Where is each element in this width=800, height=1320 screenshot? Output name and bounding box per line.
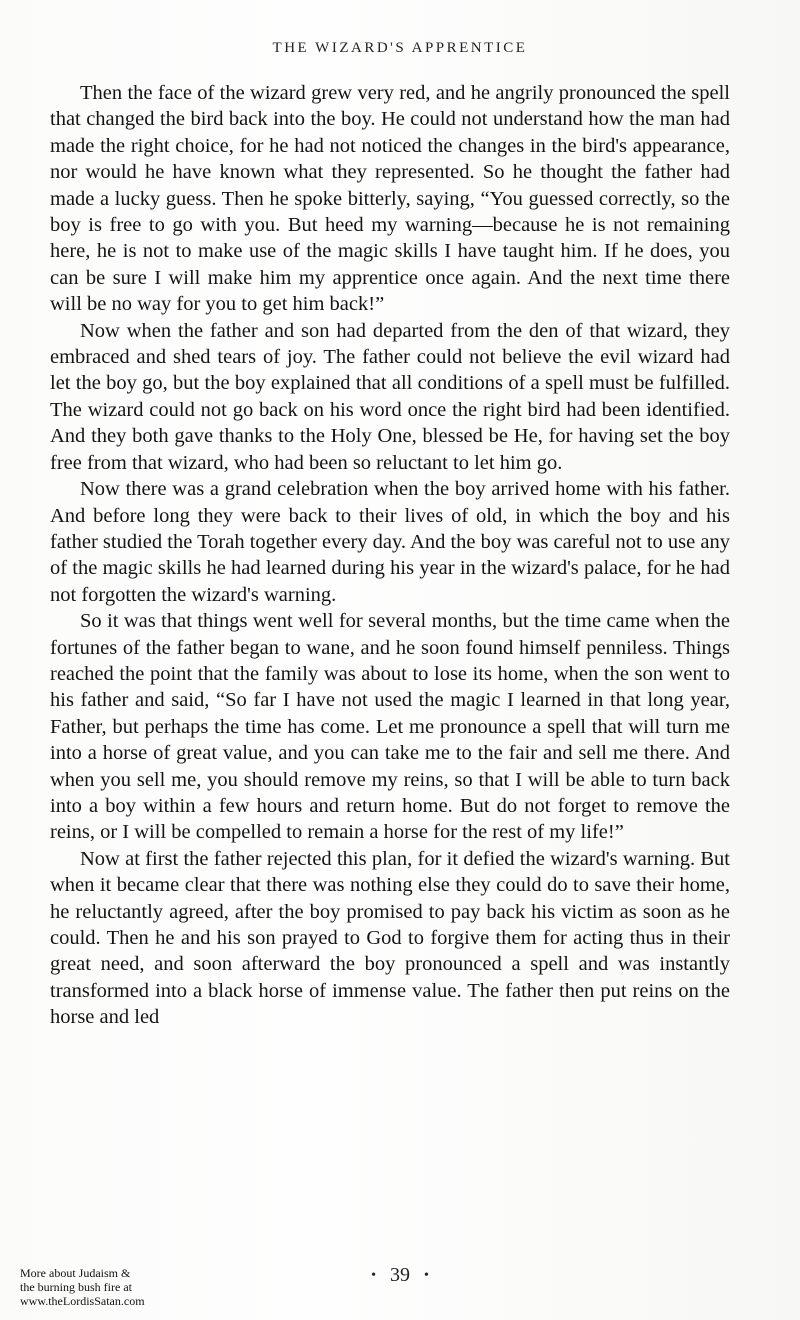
footer-note-line-2: the burning bush fire at	[20, 1280, 132, 1294]
bullet-left-icon: •	[371, 1268, 376, 1284]
footer-note-line-3: www.theLordisSatan.com	[20, 1294, 145, 1308]
footer-note	[20, 1266, 220, 1308]
paragraph-5: Now at first the father rejected this plan, for it defied the wizard's warning. But when it became clear that there was nothing else they could do to save their home, he reluctantly agreed, after the boy promised to pay back his victim as soon as he could. Then he and his son prayed to God to forgive them for acting thus in their great need, and soon afterward the boy pronounced a spell and was instantly transformed into a black horse of immense value. The father then put reins on the horse and led	[50, 847, 730, 1029]
footer-note-line-1: More about Judaism &	[20, 1266, 131, 1280]
page-number-value: 39	[390, 1264, 410, 1286]
body-text	[50, 80, 730, 1031]
paragraph-2: Now when the father and son had departed from the den of that wizard, they embraced and shed tears of joy. The father could not believe the evil wizard had let the boy go, but the boy explained that all conditions of a spell must be fulfilled. The wizard could not go back on his word once the right bird had been identified. And they both gave thanks to the Holy One, blessed be He, for having set the boy free from that wizard, who had been so reluctant to let him go.	[50, 319, 730, 474]
paragraph-4: So it was that things went well for several months, but the time came when the fortunes of the father began to wane, and he soon found himself penniless. Things reached the point that the family was about to lose its home, when the son went to his father and said, “So far I have not used the magic I learned in that long year, Father, but perhaps the time has come. Let me pronounce a spell that will turn me into a horse of great value, and you can take me to the fair and sell me there. And when you sell me, you should remove my reins, so that I will be able to turn back into a boy within a few hours and return home. But do not forget to remove the reins, or I will be compelled to remain a horse for the rest of my life!”	[50, 610, 730, 844]
bullet-right-icon: •	[424, 1268, 429, 1284]
paragraph-3: Now there was a grand celebration when the boy arrived home with his father. And before long they were back to their lives of old, in which the boy and his father studied the Torah together every day. And the boy was careful not to use any of the magic skills he had learned during his year in the wizard's palace, for he had not forgotten the wizard's warning.	[50, 478, 730, 606]
paragraph-1: Then the face of the wizard grew very red, and he angrily pronounced the spell that changed the bird back into the boy. He could not understand how the man had made the right choice, for he had not noticed the changes in the bird's appearance, nor would he have known what they represented. So he thought the father had made a lucky guess. Then he spoke bitterly, saying, “You guessed correctly, so the boy is free to go with you. But heed my warning—because he is not remaining here, he is not to make use of the magic skills I have taught him. If he does, you can be sure I will make him my apprentice once again. And the next time there will be no way for you to get him back!”	[50, 82, 730, 316]
running-head: THE WIZARD'S APPRENTICE	[272, 40, 528, 56]
